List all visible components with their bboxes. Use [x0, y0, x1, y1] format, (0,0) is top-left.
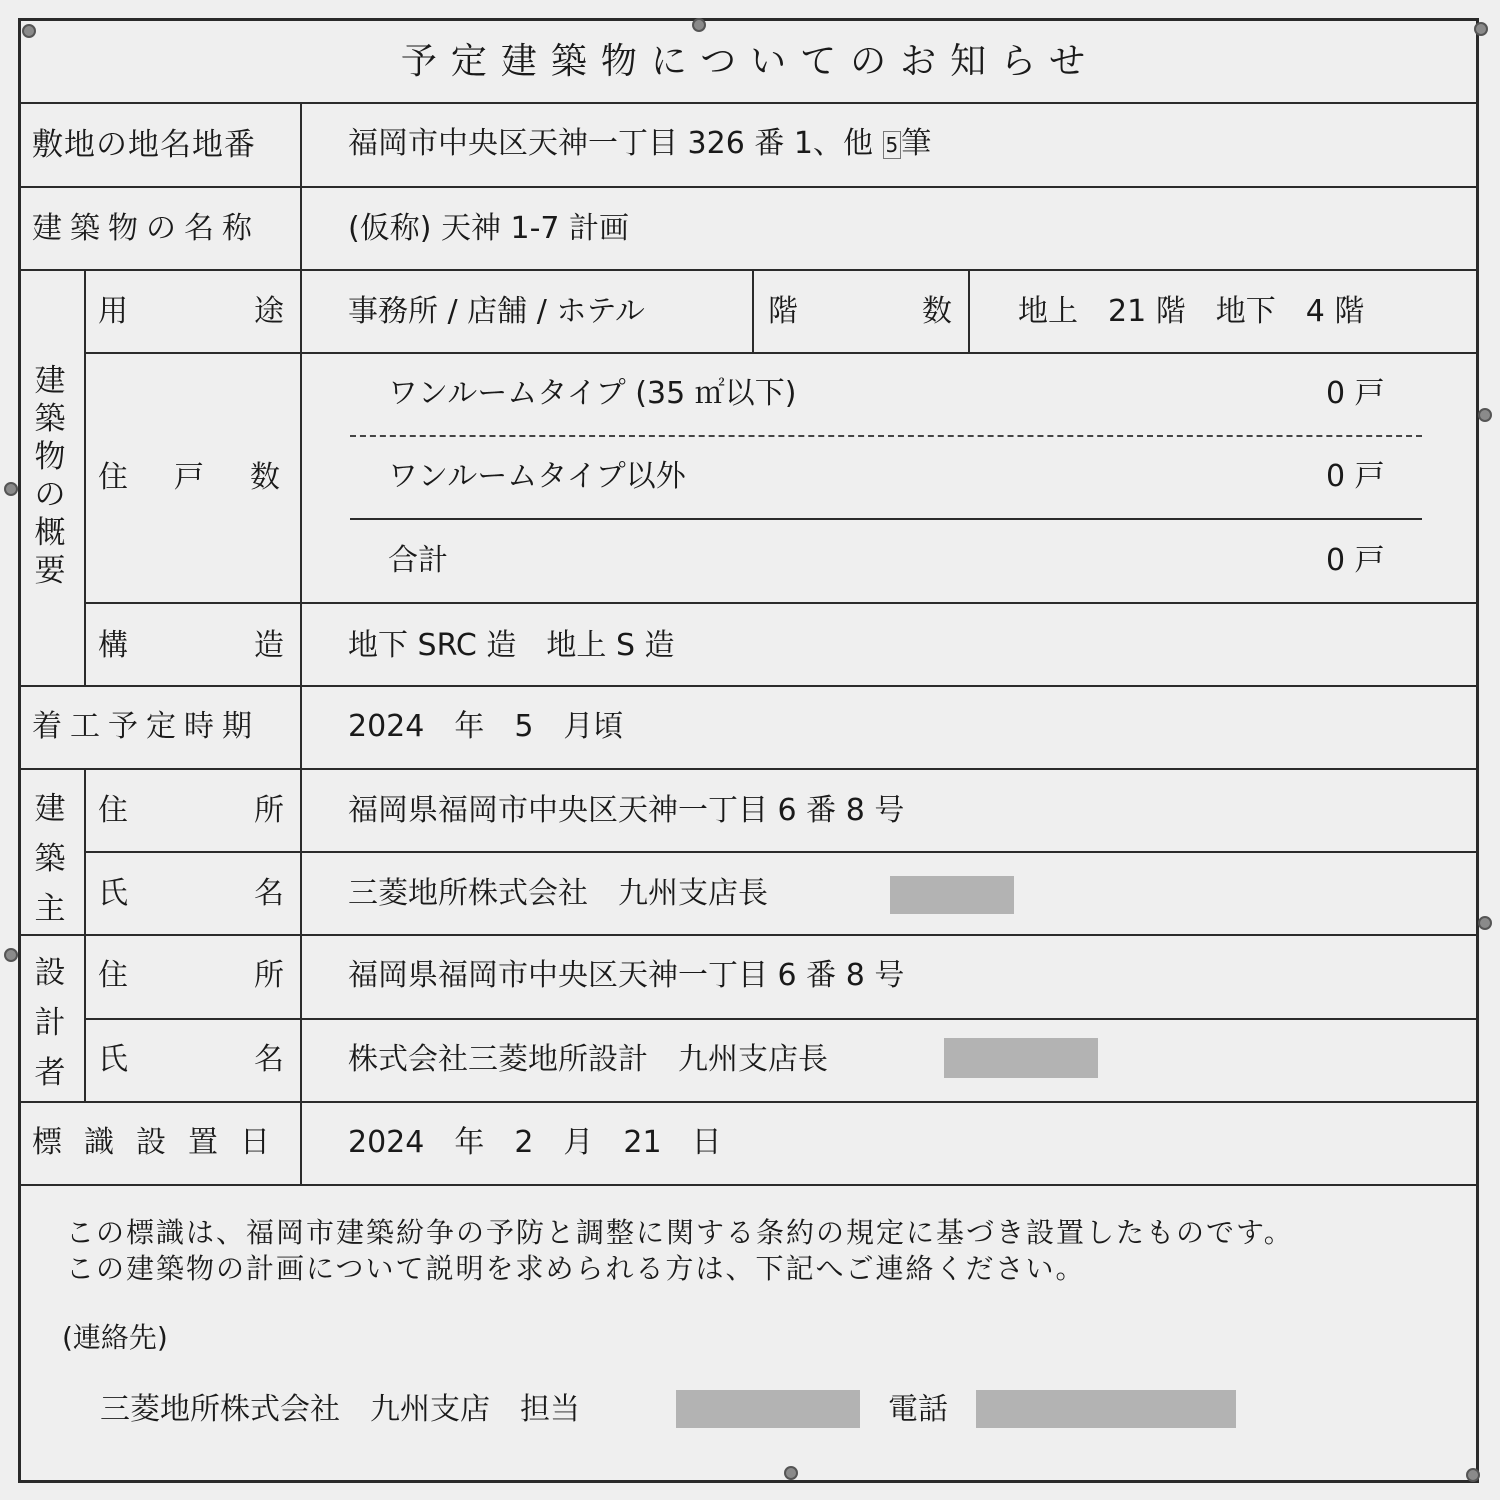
sign-title: 予定建築物についてのお知らせ [400, 41, 1100, 82]
start-value: 2024 年 5 月頃 [348, 709, 624, 744]
floors-label-2: 数 [922, 294, 952, 329]
site-label: 敷地の地名地番 [32, 127, 256, 163]
designer-address-value: 福岡県福岡市中央区天神一丁目 6 番 8 号 [348, 958, 905, 993]
screw-icon [1466, 1468, 1480, 1482]
designer-name-value: 株式会社三菱地所設計 九州支店長 [348, 1042, 828, 1077]
site-value-unit: 筆 [901, 126, 932, 161]
site-value-count: 5 [883, 131, 902, 159]
notice-line-1: この標識は、福岡市建築紛争の予防と調整に関する条約の規定に基づき設置したものです。 [66, 1216, 1294, 1249]
screw-icon [22, 24, 36, 38]
notice-line-2: この建築物の計画について説明を求められる方は、下記へご連絡ください。 [66, 1252, 1086, 1285]
owner-address-value: 福岡県福岡市中央区天神一丁目 6 番 8 号 [348, 793, 905, 828]
installed-label: 標識設置日 [32, 1125, 292, 1160]
screw-icon [4, 482, 18, 496]
screw-icon [1478, 916, 1492, 930]
owner-address-label-1: 住 [98, 793, 128, 828]
site-value-main: 福岡市中央区天神一丁目 326 番 1、他 [348, 126, 873, 161]
redaction-block [890, 876, 1014, 914]
screw-icon [4, 948, 18, 962]
designer-address-label-2: 所 [254, 958, 284, 993]
total-label: 合計 [388, 543, 448, 578]
screw-icon [692, 18, 706, 32]
redaction-block [976, 1390, 1236, 1428]
installed-value: 2024 年 2 月 21 日 [348, 1125, 722, 1160]
floors-label-1: 階 [768, 294, 798, 329]
owner-name-value: 三菱地所株式会社 九州支店長 [348, 876, 768, 911]
contact-phone-label: 電話 [888, 1392, 948, 1427]
owner-name-label-1: 氏 [98, 876, 128, 911]
other-value: 0 戸 [1326, 459, 1385, 494]
designer-address-label-1: 住 [98, 958, 128, 993]
redaction-block [676, 1390, 860, 1428]
one-room-label: ワンルームタイプ (35 ㎡以下) [388, 376, 797, 411]
site-value [348, 126, 931, 162]
use-label-2: 途 [254, 294, 284, 329]
total-value: 0 戸 [1326, 543, 1385, 578]
overview-group-label: 建築物の概要 [34, 363, 66, 589]
designer-name-label-1: 氏 [98, 1042, 128, 1077]
start-label: 着工予定時期 [32, 709, 260, 744]
structure-label-2: 造 [254, 628, 284, 663]
use-label-1: 用 [98, 294, 128, 329]
owner-address-label-2: 所 [254, 793, 284, 828]
one-room-value: 0 戸 [1326, 376, 1385, 411]
contact-heading: (連絡先) [62, 1321, 168, 1354]
units-label: 住戸数 [98, 460, 326, 495]
designer-name-label-2: 名 [254, 1042, 284, 1077]
structure-label-1: 構 [98, 628, 128, 663]
designer-group-label: 設計者 [34, 955, 66, 1091]
contact-company: 三菱地所株式会社 九州支店 担当 [100, 1392, 580, 1427]
other-label: ワンルームタイプ以外 [388, 459, 686, 494]
screw-icon [1478, 408, 1492, 422]
building-name-value: (仮称) 天神 1-7 計画 [348, 211, 630, 246]
owner-name-label-2: 名 [254, 876, 284, 911]
use-value: 事務所 / 店舗 / ホテル [348, 294, 645, 329]
owner-group-label: 建築主 [34, 791, 66, 927]
building-name-label: 建築物の名称 [32, 211, 260, 246]
redaction-block [944, 1038, 1098, 1078]
screw-icon [784, 1466, 798, 1480]
structure-value: 地下 SRC 造 地上 S 造 [348, 628, 675, 663]
floors-value: 地上 21 階 地下 4 階 [1018, 294, 1365, 329]
screw-icon [1474, 22, 1488, 36]
